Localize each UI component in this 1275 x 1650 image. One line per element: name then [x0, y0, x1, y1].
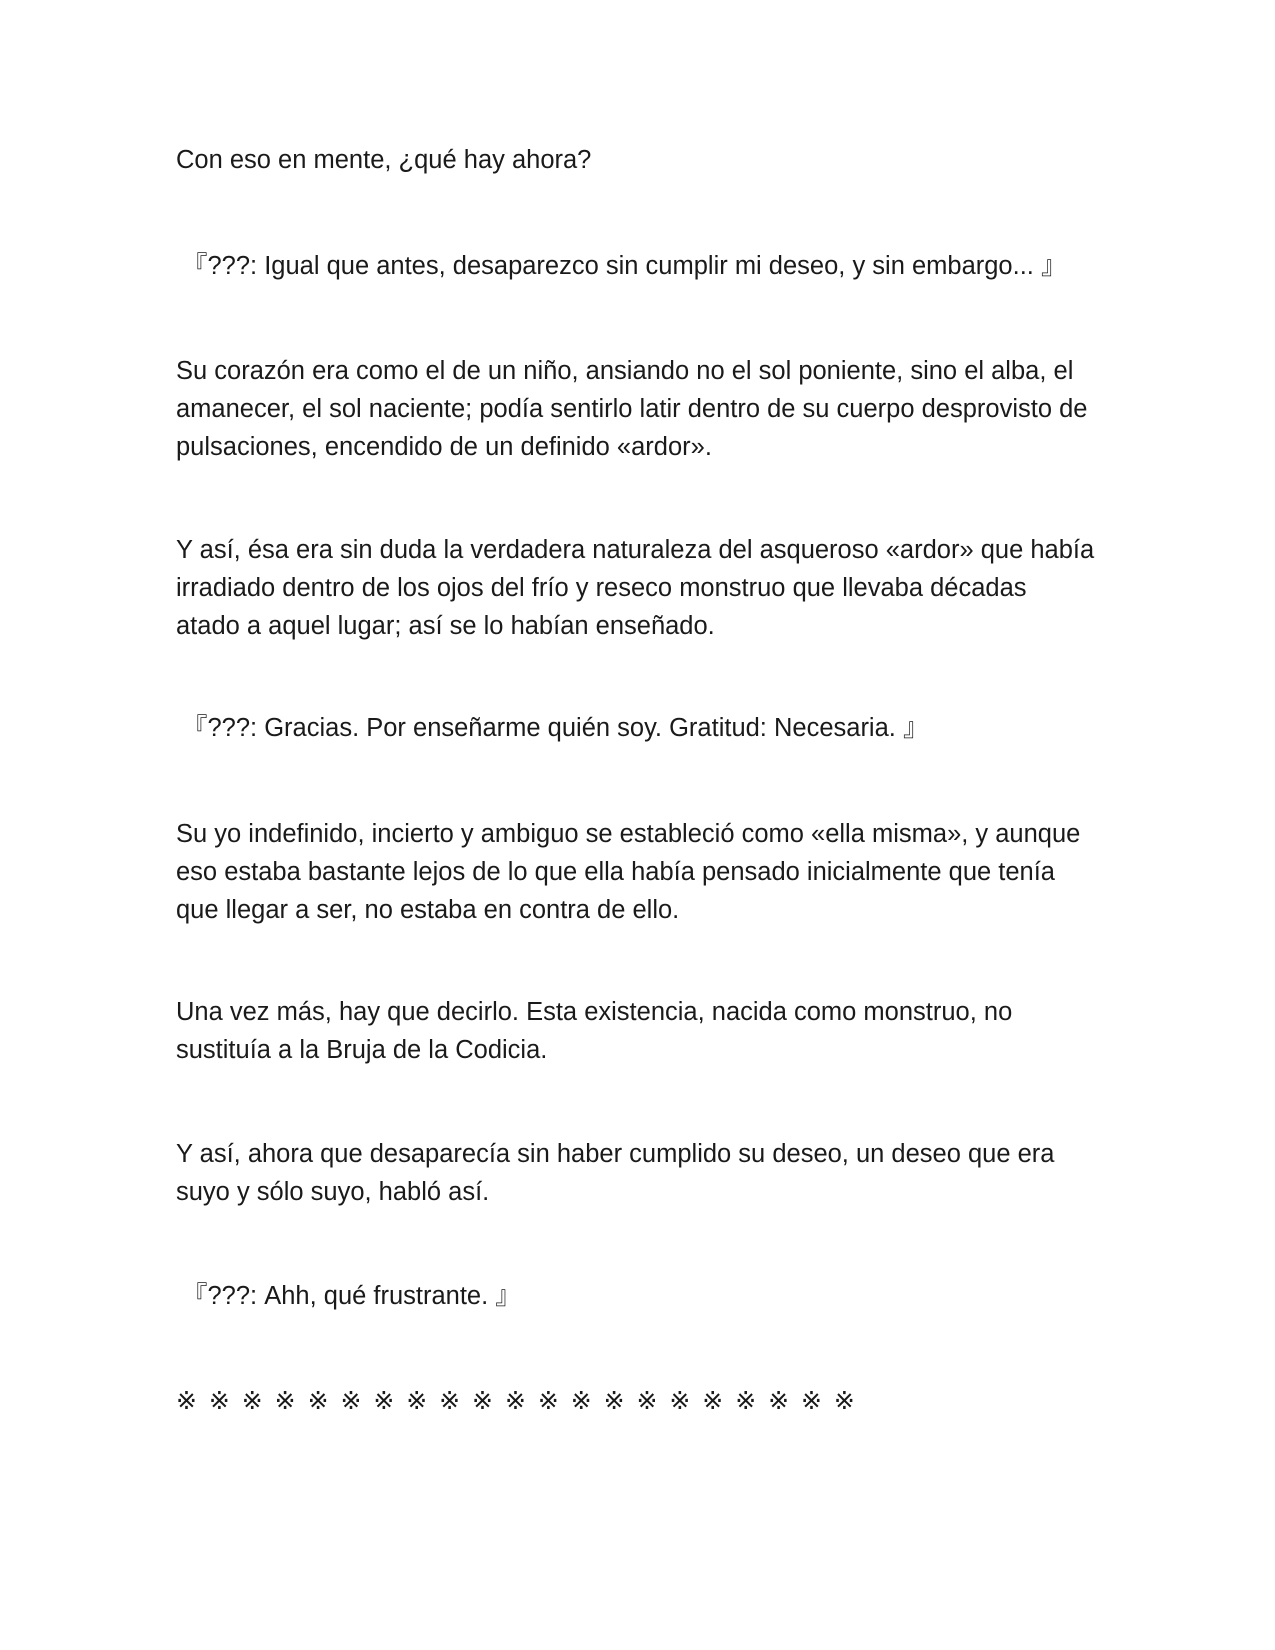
- section-separator: ※ ※ ※ ※ ※ ※ ※ ※ ※ ※ ※ ※ ※ ※ ※ ※ ※ ※ ※ ※ ※: [176, 1386, 857, 1415]
- paragraph-5: Una vez más, hay que decirlo. Esta existencia, nacida como monstruo, no sustituía a la Bruja de la Codicia.: [176, 998, 1013, 1064]
- paragraph-6: Y así, ahora que desaparecía sin haber cumplido su deseo, un deseo que era suyo y sólo suyo, habló así.: [176, 1140, 1055, 1206]
- dialogue-2: 『???: Gracias. Por enseñarme quién soy. Gratitud: Necesaria. 』: [182, 714, 929, 742]
- paragraph-2: Su corazón era como el de un niño, ansiando no el sol poniente, sino el alba, el amanecer, el sol naciente; podía sentirlo latir dentro de su cuerpo desprovisto de pulsaciones, encendido de un definido «ardor».: [176, 357, 1088, 461]
- paragraph-1: Con eso en mente, ¿qué hay ahora?: [176, 146, 592, 174]
- dialogue-1: 『???: Igual que antes, desaparezco sin cumplir mi deseo, y sin embargo... 』: [182, 252, 1067, 280]
- paragraph-3: Y así, ésa era sin duda la verdadera naturaleza del asqueroso «ardor» que había irradiado dentro de los ojos del frío y reseco monstruo que llevaba décadas atado a aquel lugar; así se lo habían enseñado.: [176, 536, 1095, 640]
- dialogue-3: 『???: Ahh, qué frustrante. 』: [182, 1282, 521, 1310]
- paragraph-4: Su yo indefinido, incierto y ambiguo se estableció como «ella misma», y aunque eso estaba bastante lejos de lo que ella había pensado inicialmente que tenía que llegar a ser, no estaba en contra de ello.: [176, 820, 1081, 924]
